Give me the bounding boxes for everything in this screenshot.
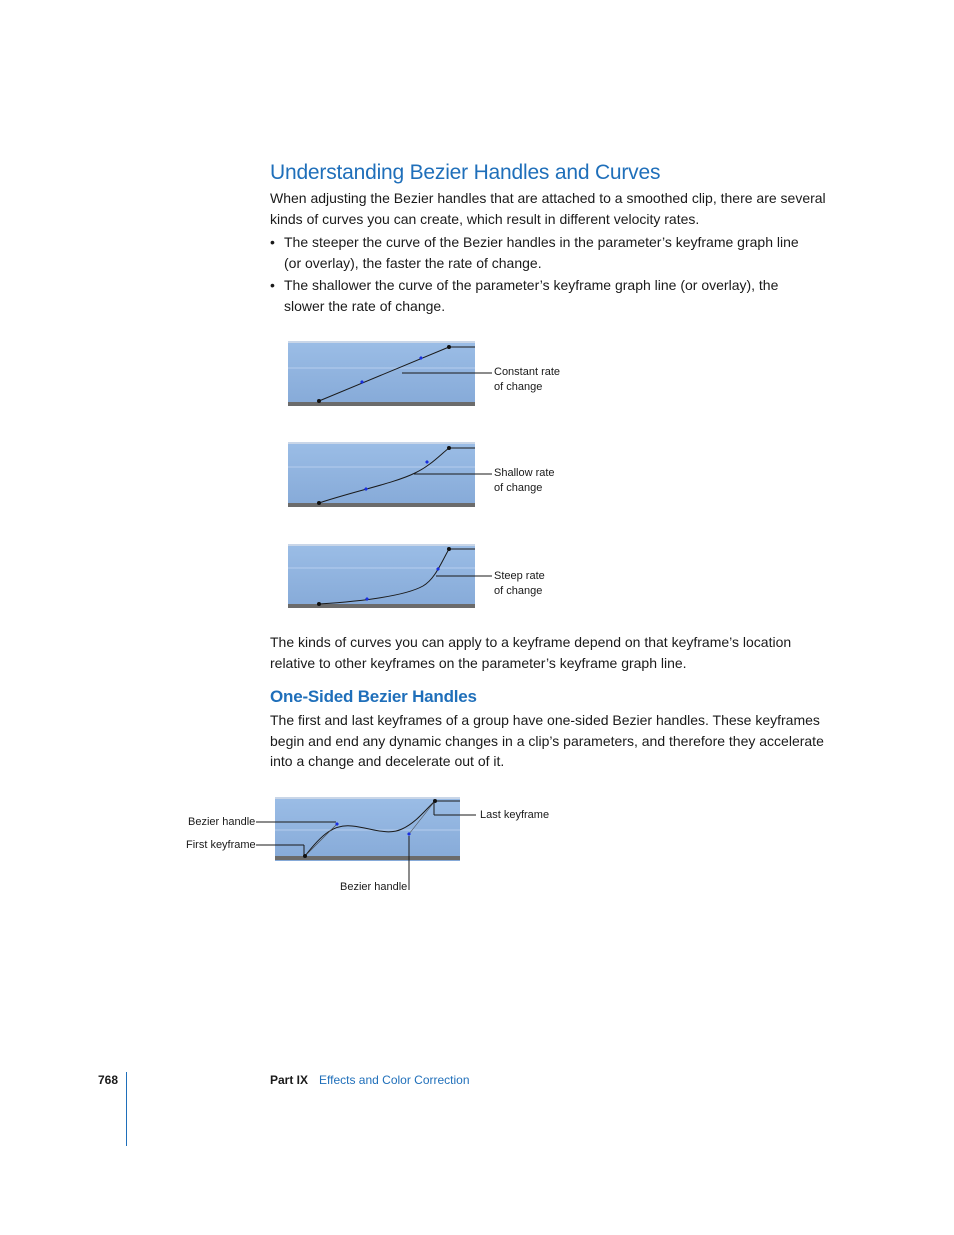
bullet-marker: • [270,277,275,293]
bullet-marker: • [270,234,275,250]
footer-part-label: Part IX [270,1073,309,1087]
label-line: Shallow rate [494,467,555,479]
keyframe-point [447,345,451,349]
keyframe-point [447,547,451,551]
bullet-item [270,232,810,273]
keyframe-point [317,501,321,505]
section-heading: One-Sided Bezier Handles [270,687,477,706]
keyframe-point [317,399,321,403]
graph-baseline [288,503,475,507]
bullet-text: The shallower the curve of the parameter’s keyframe graph line (or overlay), the slower the rate of change. [284,277,779,314]
bullet-item [270,275,810,316]
onesided-paragraph: The first and last keyframes of a group have one-sided Bezier handles. These keyframes begin and end any dynamic changes in a clip’s parameters, and therefore they accelerate into a change and decelerate out of it. [270,712,824,769]
last-keyframe-label: Last keyframe [480,809,550,821]
label-line: Constant rate [494,366,561,378]
callout-line [410,466,500,480]
steep-rate-label [494,569,545,598]
callout-line [400,364,500,378]
graph-baseline [288,604,475,608]
bezier-handle-label-left: Bezier handle [188,816,256,828]
first-keyframe-label: First keyframe [186,839,256,851]
label-line: of change [494,380,543,393]
intro-paragraph: When adjusting the Bezier handles that are attached to a smoothed clip, there are several kinds of curves you can create, which result in different velocity rates. [270,190,826,227]
graph-baseline [288,402,475,406]
label-line: of change [494,584,543,597]
constant-rate-label [494,365,560,394]
graph-top-edge [288,544,475,546]
label-line: Steep rate [494,570,545,582]
footer-rule [126,1072,127,1146]
bullet-text: The steeper the curve of the Bezier handles in the parameter’s keyframe graph line (or overlay), the faster the rate of change. [284,234,799,271]
callout-line [430,568,500,582]
curves-paragraph: The kinds of curves you can apply to a keyframe depend on that keyframe’s location relative to other keyframes on the parameter’s keyframe graph line. [270,634,792,671]
keyframe-point [447,446,451,450]
graph-top-edge [288,341,475,343]
footer-section-title: Effects and Color Correction [319,1073,470,1087]
label-line: of change [494,481,543,494]
graph-top-edge [275,797,460,799]
shallow-rate-label [494,466,555,495]
page-title: Understanding Bezier Handles and Curves [270,161,661,184]
keyframe-point [317,602,321,606]
bezier-handle-label-bottom: Bezier handle [340,881,408,893]
page-number: 768 [98,1073,119,1087]
graph-top-edge [288,442,475,444]
